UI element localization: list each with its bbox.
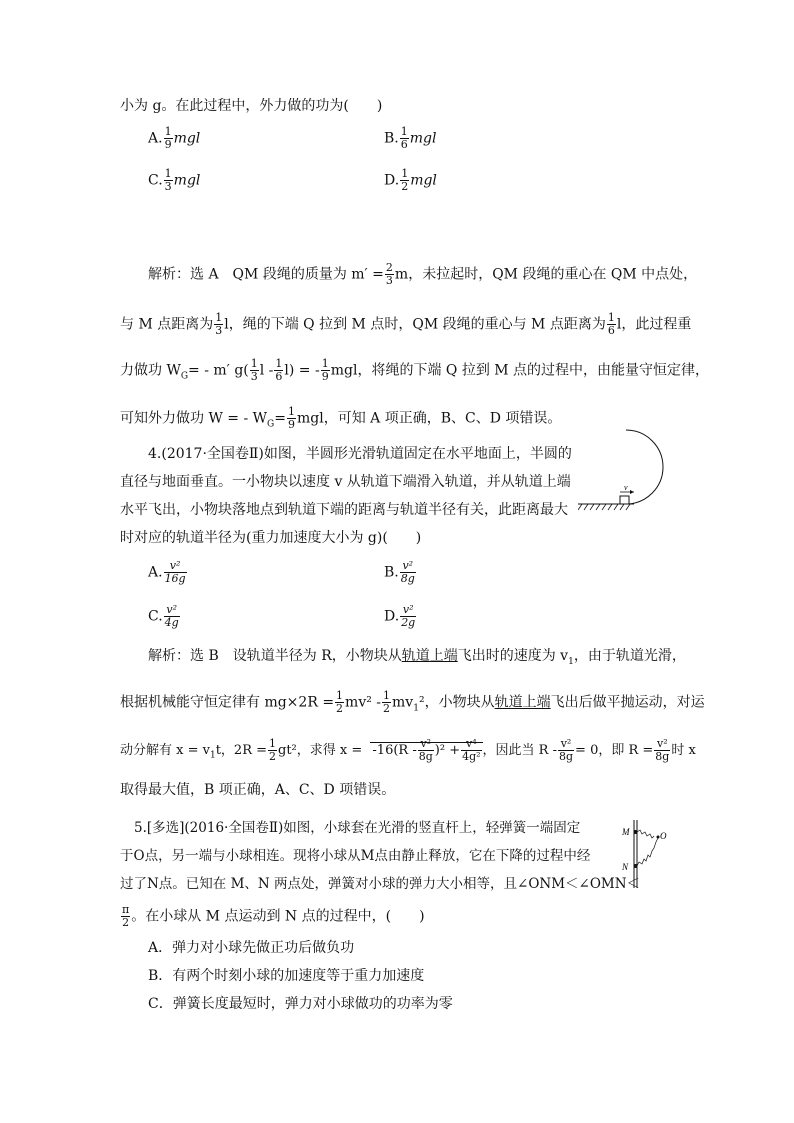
q3-solution-line-4: 可知外力做功 W = - $W_G=$ $\frac{1}{9}$ mgl，可知 A 项正确，B、C、D 项错误。 [120,405,562,431]
velocity-label: v [624,483,628,492]
q5-option-c: C．弹簧长度最短时，弹力对小球做功的功率为零 [148,996,453,1012]
q5-option-a: A．弹力对小球先做正功后做负功 [148,940,355,956]
q4-option-a: A. $\frac{\text{v²}}{16g}$ [148,559,186,585]
q4-line-1: 4.(2017·全国卷Ⅱ)如图，半圆形光滑轨道固定在水平地面上，半圆的 [148,446,572,462]
q3-solution-line-2: 与 M 点距离为 $\frac{1}{3}$ l，绳的下端 Q 拉到 M 点时，QM 段绳的重心与 M 点距离为 $\frac{1}{6}$ l，此过程重 [120,311,692,337]
q4-option-c: C. $\frac{\text{v²}}{4g}$ [148,603,179,629]
point-n-label: N [622,862,629,872]
point-m-label: M [622,827,630,837]
q4-line-4: 时对应的轨道半径为(重力加速度大小为 g)( ) [120,530,422,546]
q3-option-b: B. $\frac{1}{6}$ mgl [384,125,437,151]
q4-semicircle-track-figure [578,424,678,514]
q3-tail: 小为 g。在此过程中，外力做的功为( ) [120,98,383,114]
q5-line-3: 过了N点。已知在 M、N 两点处，弹簧对小球的弹力大小相等，且∠ONM＜∠OMN＜ [120,876,641,892]
q4-solution-line-3: 动分解有 $x = v_1t$，2R = $\frac{1}{2}$ gt²，求得 x = -16(R - $\frac{\text{v²}}{8g}$ )² + $\frac{\text{v⁴}}{\text{4g²}}$ ，因此当 R - $\frac{\text{v²}}{8g}$ = 0，即 R = $\frac{\text{v²}}{8g}$ 时 x [120,737,696,763]
q4-line-3: 水平飞出，小物块落地点到轨道下端的距离与轨道半径有关，此距离最大 [120,502,568,518]
q4-line-2: 直径与地面垂直。一小物块以速度 v 从轨道下端滑入轨道，并从轨道上端 [120,474,571,490]
q4-option-d: D. $\frac{\text{v²}}{2g}$ [384,603,416,629]
q4-solution-line-2: 根据机械能守恒定律有 mg×2R = $\frac{1}{2}$ mv² - $\frac{1}{2}$ $mv_1^2$，小物块从轨道上端飞出后做平抛运动，对运 [120,689,705,715]
q4-option-b: B. $\frac{\text{v²}}{8g}$ [384,559,415,585]
q5-rod-spring-figure [620,818,670,890]
sqrt-expression: -16(R - $\frac{\text{v²}}{8g}$ )² + $\frac{\text{v⁴}}{\text{4g²}}$ [372,737,481,763]
q3-option-d: D. $\frac{1}{2}$ mgl [384,167,437,193]
q3-solution-line-1: 解析：选 A QM 段绳的质量为 m′ = $\frac{2}{3}$ m，未拉起时，QM 段绳的重心在 QM 中点处， [148,261,698,287]
q4-solution-line-4: 取得最大值，B 项正确，A、C、D 项错误。 [120,782,396,798]
q5-line-4: $\frac{\pi}{2}$ 。在小球从 M 点运动到 N 点的过程中，( ) [122,903,425,929]
q4-solution-line-1: 解析：选 B 设轨道半径为 R，小物块从轨道上端飞出时的速度为 $v_1$，由于轨道光滑， [148,648,686,667]
point-o-label: O [660,831,667,841]
q3-option-c: C. $\frac{1}{3}$ mgl [148,167,201,193]
q5-option-b: B．有两个时刻小球的加速度等于重力加速度 [148,968,425,984]
q3-solution-line-3: 力做功 $W_G= - m'$ g( $\frac{1}{3}$ l - $\frac{1}{6}$ l) = - $\frac{1}{9}$ mgl，将绳的下端 Q 拉到 M 点的过程中，由能量守恒定律， [120,357,710,383]
q5-line-2: 于O点，另一端与小球相连。现将小球从M点由静止释放，它在下降的过程中经 [120,848,591,864]
q3-option-a: A. $\frac{1}{9}$ mgl [148,125,201,151]
q5-line-1: 5.[多选](2016·全国卷Ⅱ)如图，小球套在光滑的竖直杆上，轻弹簧一端固定 [134,820,581,836]
